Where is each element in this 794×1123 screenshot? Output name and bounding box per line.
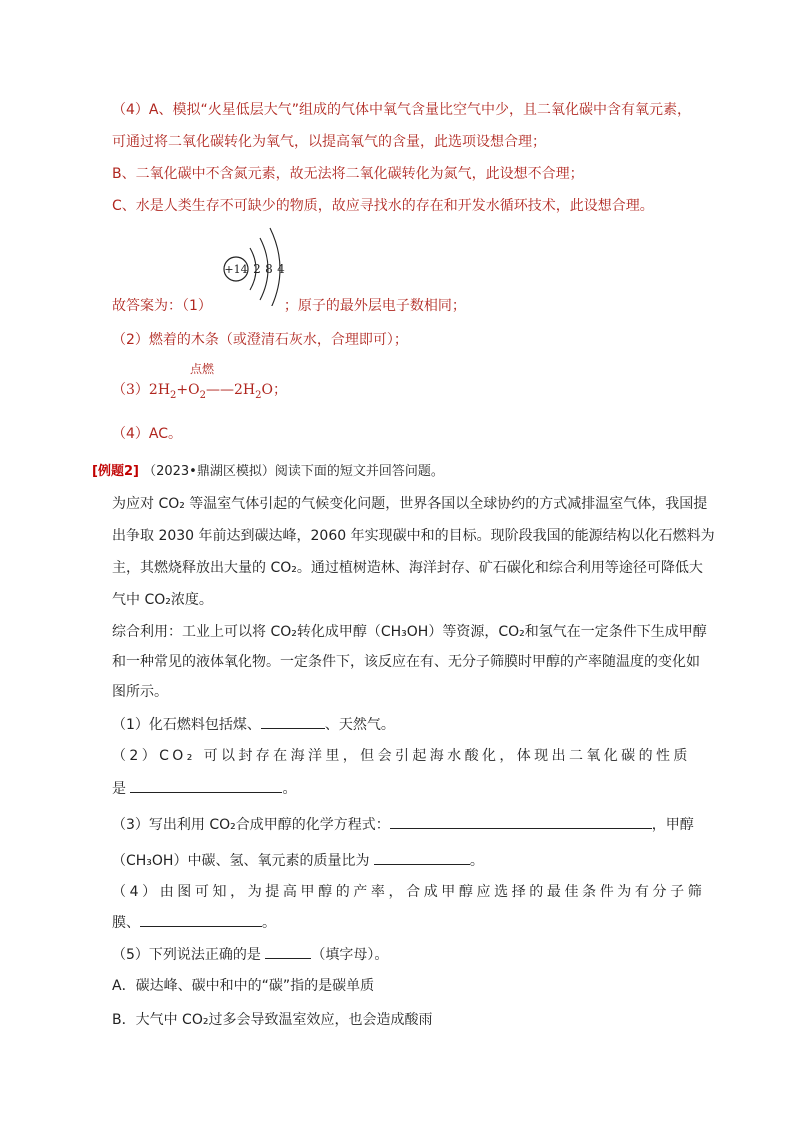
answer-1-suffix: ；原子的最外层电子数相同；: [283, 298, 466, 314]
question-4-line-1: （4）由图可知，为提高甲醇的产率，合成甲醇应选择的最佳条件为有分子筛: [112, 884, 706, 900]
question-4-text-a: 膜、: [112, 915, 140, 931]
answer-2: （2）燃着的木条（或澄清石灰水，合理即可）；: [112, 332, 408, 348]
question-1-text-a: （1）化石燃料包括煤、: [112, 717, 261, 733]
question-4-blank[interactable]: [140, 912, 262, 927]
question-5-text-b: （填字母）。: [311, 947, 389, 963]
answer-4b: B、二氧化碳中不含氮元素，故无法将二氧化碳转化为氮气，此设想不合理；: [112, 166, 584, 182]
question-1: [112, 714, 395, 735]
passage-2-line-3: 图所示。: [112, 684, 168, 700]
question-2-text-b: 。: [282, 781, 297, 797]
question-2-blank[interactable]: [130, 778, 282, 793]
eq-sub-h2o: 2: [255, 389, 262, 401]
nucleus-charge: +14: [224, 263, 248, 276]
answer-1-prefix: 故答案为：（1）: [112, 298, 212, 314]
question-3-line-2: [112, 850, 484, 871]
question-3-equation-blank[interactable]: [390, 814, 652, 829]
question-3-text-d: 。: [469, 853, 484, 869]
answer-4a-line1: （4）A、模拟“火星低层大气”组成的气体中氧气含量比空气中少，且二氧化碳中含有氧元素，: [112, 102, 691, 118]
question-3-ratio-blank[interactable]: [374, 850, 470, 865]
passage-1-line-2: 出争取 2030 年前达到碳达峰，2060 年实现碳中和的目标。现阶段我国的能源结构以化石燃料为: [112, 528, 715, 544]
atom-structure-diagram: [216, 224, 306, 306]
question-3-line-1: [112, 814, 694, 835]
answer-4a-line2: 可通过将二氧化碳转化为氧气，以提高氧气的含量，此选项设想合理；: [112, 134, 546, 150]
answer-3-equation: [112, 380, 287, 400]
question-2-line-1: （2）CO₂ 可以封存在海洋里，但会引起海水酸化，体现出二氧化碳的性质: [112, 748, 691, 764]
passage-1-line-4: 气中 CO₂浓度。: [112, 592, 213, 608]
option-a[interactable]: A．碳达峰、碳中和中的“碳”指的是碳单质: [112, 978, 375, 994]
shell-1-electrons: 2: [253, 262, 261, 276]
question-5-blank[interactable]: [265, 944, 311, 959]
eq-part-1: （3）2H: [112, 382, 171, 398]
question-2-text-a: 是: [112, 781, 126, 797]
question-4-line-2: [112, 912, 276, 933]
example-tag: [例题2]: [92, 464, 139, 479]
passage-1-line-3: 主，其燃烧释放出大量的 CO₂。通过植树造林、海洋封存、矿石碳化和综合利用等途径可降低大: [112, 560, 703, 576]
answer-4: （4）AC。: [112, 426, 183, 442]
eq-sub-h2: 2: [170, 389, 177, 401]
option-b[interactable]: B．大气中 CO₂过多会导致温室效应，也会造成酸雨: [112, 1012, 433, 1028]
question-3-text-b: ，甲醇: [651, 817, 694, 833]
shell-3-electrons: 4: [277, 262, 285, 276]
eq-part-3: ——2H: [206, 382, 256, 398]
passage-2-line-2: 和一种常见的液体氧化物。一定条件下，该反应在有、无分子筛膜时甲醇的产率随温度的变化如: [112, 654, 700, 670]
eq-part-4: O；: [261, 382, 287, 398]
answer-1: [112, 296, 466, 316]
question-4-text-b: 。: [262, 915, 276, 931]
answer-4c: C、水是人类生存不可缺少的物质，故应寻找水的存在和开发水循环技术，此设想合理。: [112, 198, 654, 214]
question-5-text-a: （5）下列说法正确的是: [112, 947, 261, 963]
question-5: [112, 944, 388, 965]
passage-2-line-1: 综合利用：工业上可以将 CO₂转化成甲醇（CH₃OH）等资源，CO₂和氢气在一定条件下生成甲醇: [112, 624, 707, 640]
question-1-text-b: 、天然气。: [324, 717, 395, 733]
passage-1-line-1: 为应对 CO₂ 等温室气体引起的气候变化问题，世界各国以全球协约的方式减排温室气体，我国提: [112, 496, 708, 512]
question-1-blank[interactable]: [261, 714, 325, 729]
example-source: （2023•鼎湖区模拟）阅读下面的短文并回答问题。: [143, 464, 444, 479]
question-2-line-2: [112, 778, 296, 799]
question-3-text-c: （CH₃OH）中碳、氢、氧元素的质量比为: [112, 853, 370, 869]
eq-part-2: +O: [176, 382, 200, 398]
shell-2-electrons: 8: [265, 262, 273, 276]
question-3-text-a: （3）写出利用 CO₂合成甲醇的化学方程式：: [112, 817, 390, 833]
eq-sub-o2: 2: [199, 389, 206, 401]
example-heading: [92, 462, 444, 482]
reaction-condition: 点燃: [190, 362, 215, 376]
